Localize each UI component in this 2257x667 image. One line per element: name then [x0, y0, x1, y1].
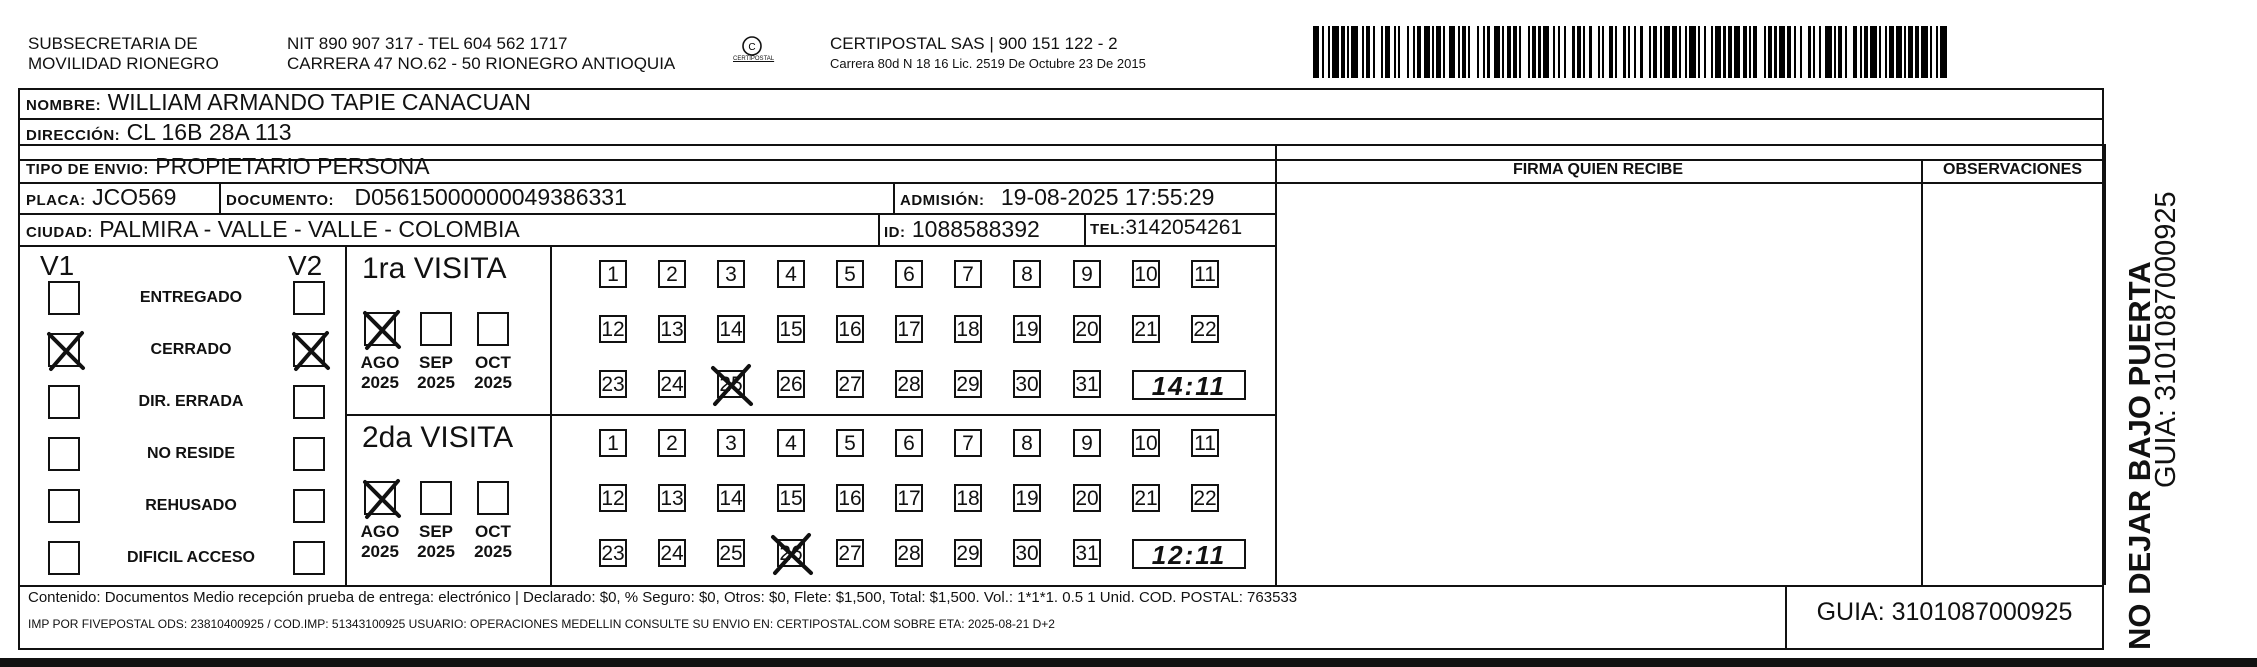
- nit-line: NIT 890 907 317 - TEL 604 562 1717: [287, 34, 568, 53]
- day-number: 20: [1075, 318, 1099, 341]
- courier-line-2: Carrera 80d N 18 16 Lic. 2519 De Octubre 23 De 2015: [830, 56, 1146, 71]
- documento-label: DOCUMENTO:: [226, 192, 335, 209]
- day-number: 19: [1015, 487, 1039, 510]
- day-number: 26: [779, 542, 803, 565]
- day-number: 15: [779, 487, 803, 510]
- day-number: 7: [962, 263, 974, 286]
- placa-value: JCO569: [92, 184, 177, 210]
- barcode: [1313, 26, 1948, 78]
- tipo-value: PROPIETARIO PERSONA: [155, 153, 430, 179]
- tipo-label: TIPO DE ENVIO:: [26, 161, 149, 178]
- day-box[interactable]: [1013, 484, 1041, 512]
- day-box[interactable]: [717, 429, 745, 457]
- day-box[interactable]: [836, 484, 864, 512]
- day-box[interactable]: [954, 539, 982, 567]
- day-number: 14: [719, 318, 743, 341]
- handwritten-time: 14:11: [1132, 370, 1246, 400]
- day-box[interactable]: [895, 484, 923, 512]
- day-box[interactable]: [1191, 484, 1219, 512]
- day-number: 27: [838, 373, 862, 396]
- month-checkbox[interactable]: [420, 481, 452, 515]
- day-number: 2: [666, 432, 678, 455]
- day-number: 23: [601, 542, 625, 565]
- day-number: 2: [666, 263, 678, 286]
- day-box[interactable]: [777, 315, 805, 343]
- day-box[interactable]: [717, 484, 745, 512]
- day-box[interactable]: [777, 484, 805, 512]
- id-row: [884, 216, 1040, 243]
- day-number: 4: [785, 432, 797, 455]
- day-number: 25: [719, 542, 743, 565]
- day-number: 22: [1193, 318, 1217, 341]
- day-box[interactable]: [1073, 484, 1101, 512]
- day-number: 8: [1021, 263, 1033, 286]
- month-name: AGO: [360, 522, 400, 541]
- day-number: 11: [1194, 263, 1216, 286]
- month-year: 2025: [361, 542, 399, 561]
- day-number: 21: [1134, 487, 1158, 510]
- footer-contenido: Contenido: Documentos Medio recepción prueba de entrega: electrónico | Declarado: $0, % Seguro: $0, Otros: $0, Flete: $1,500, Total: $1,500. Vol.: 1*1*1. 0.5 1 Unid. COD. POSTAL: 763533: [28, 589, 1298, 606]
- v1-checkbox[interactable]: [48, 333, 80, 367]
- svg-text:C: C: [748, 42, 756, 53]
- day-number: 8: [1021, 432, 1033, 455]
- v2-checkbox[interactable]: [293, 437, 325, 471]
- status-option-label: ENTREGADO: [139, 289, 243, 306]
- day-box[interactable]: [658, 539, 686, 567]
- placa-row: [26, 184, 176, 211]
- day-box[interactable]: [1073, 370, 1101, 398]
- day-box[interactable]: [599, 315, 627, 343]
- day-number: 10: [1134, 263, 1158, 286]
- day-number: 9: [1081, 432, 1093, 455]
- v2-checkbox[interactable]: [293, 489, 325, 523]
- footer-imp: IMP POR FIVEPOSTAL ODS: 23810400925 / COD.IMP: 51343100925 USUARIO: OPERACIONES MEDELLIN CONSULTE SU ENVIO EN: CERTIPOSTAL.COM SOBRE ETA: 2025-08-21 D+2: [28, 617, 1055, 631]
- month-name: AGO: [360, 353, 400, 372]
- day-box[interactable]: [1013, 260, 1041, 288]
- day-box[interactable]: [836, 315, 864, 343]
- status-option-label: DIFICIL ACCESO: [126, 549, 255, 566]
- status-option-label: CERRADO: [150, 341, 232, 358]
- day-number: 31: [1075, 542, 1099, 565]
- day-number: 12: [601, 487, 625, 510]
- signature-field[interactable]: [1277, 184, 1919, 583]
- day-box[interactable]: [1013, 370, 1041, 398]
- day-box[interactable]: [1191, 429, 1219, 457]
- admision-value: 19-08-2025 17:55:29: [1000, 184, 1215, 210]
- direccion-row: [26, 119, 292, 146]
- bottom-border: [0, 658, 2257, 667]
- day-number: 30: [1015, 373, 1039, 396]
- nombre-value: WILLIAM ARMANDO TAPIE CANACUAN: [107, 89, 532, 115]
- day-box[interactable]: [599, 370, 627, 398]
- day-box[interactable]: [1013, 429, 1041, 457]
- nombre-label: NOMBRE:: [26, 97, 102, 114]
- day-number: 28: [897, 542, 921, 565]
- day-number: 1: [607, 432, 619, 455]
- day-box[interactable]: [717, 315, 745, 343]
- month-name: SEP: [418, 353, 454, 372]
- x-mark-icon: [291, 330, 331, 372]
- admision-label: ADMISIÓN:: [900, 192, 985, 209]
- side-guia-text: GUIA: 3101087000925: [2150, 191, 2182, 488]
- month-checkbox[interactable]: [364, 312, 396, 346]
- day-number: 10: [1134, 432, 1158, 455]
- day-box[interactable]: [658, 484, 686, 512]
- ciudad-row: [26, 216, 520, 243]
- certipostal-logo: [733, 34, 775, 64]
- placa-label: PLACA:: [26, 192, 86, 209]
- day-number: 30: [1015, 542, 1039, 565]
- day-number: 22: [1193, 487, 1217, 510]
- month-name: SEP: [418, 522, 454, 541]
- month-year: 2025: [474, 542, 512, 561]
- ciudad-value: PALMIRA - VALLE - VALLE - COLOMBIA: [99, 216, 520, 242]
- month-name: OCT: [475, 522, 511, 541]
- day-box[interactable]: [954, 484, 982, 512]
- month-year: 2025: [417, 373, 455, 392]
- handwritten-time: 12:11: [1132, 539, 1246, 569]
- day-number: 9: [1081, 263, 1093, 286]
- tel-row: [1090, 216, 1242, 240]
- courier-line-1: CERTIPOSTAL SAS | 900 151 122 - 2: [830, 34, 1118, 53]
- day-number: 6: [903, 263, 915, 286]
- day-box[interactable]: [658, 370, 686, 398]
- day-box[interactable]: [954, 260, 982, 288]
- month-checkbox[interactable]: [477, 312, 509, 346]
- day-number: 20: [1075, 487, 1099, 510]
- day-number: 24: [660, 373, 684, 396]
- guia-box: GUIA: 3101087000925: [1816, 598, 2073, 626]
- day-number: 19: [1015, 318, 1039, 341]
- day-number: 17: [897, 318, 921, 341]
- day-box[interactable]: [1132, 429, 1160, 457]
- day-box[interactable]: [777, 429, 805, 457]
- v2-checkbox[interactable]: [293, 541, 325, 575]
- day-number: 18: [956, 487, 980, 510]
- day-box[interactable]: [895, 539, 923, 567]
- v1-checkbox[interactable]: [48, 281, 80, 315]
- day-box[interactable]: [1073, 429, 1101, 457]
- day-box[interactable]: [954, 429, 982, 457]
- day-box[interactable]: [599, 260, 627, 288]
- day-box[interactable]: [954, 370, 982, 398]
- month-checkbox[interactable]: [420, 312, 452, 346]
- nombre-row: [26, 89, 531, 116]
- day-box[interactable]: [895, 260, 923, 288]
- day-box[interactable]: [836, 370, 864, 398]
- day-box[interactable]: [895, 370, 923, 398]
- v1-checkbox[interactable]: [48, 541, 80, 575]
- day-box[interactable]: [836, 539, 864, 567]
- day-box[interactable]: [717, 260, 745, 288]
- day-box[interactable]: [1191, 260, 1219, 288]
- x-mark-icon: [362, 309, 402, 351]
- observaciones-field[interactable]: [1923, 184, 2102, 583]
- day-number: 11: [1194, 432, 1216, 455]
- day-number: 28: [897, 373, 921, 396]
- day-number: 29: [956, 542, 980, 565]
- day-number: 18: [956, 318, 980, 341]
- id-label: ID:: [884, 224, 906, 241]
- tel-label: TEL:: [1090, 221, 1126, 238]
- documento-value: D05615000000049386331: [354, 184, 627, 210]
- issuer-line-1: SUBSECRETARIA DE: [28, 34, 198, 53]
- observaciones-label: OBSERVACIONES: [1943, 161, 2082, 178]
- day-number: 5: [844, 263, 856, 286]
- month-checkbox[interactable]: [364, 481, 396, 515]
- v1-checkbox[interactable]: [48, 489, 80, 523]
- v1-checkbox[interactable]: [48, 437, 80, 471]
- day-box[interactable]: [836, 429, 864, 457]
- day-box[interactable]: [777, 260, 805, 288]
- status-option-label: REHUSADO: [145, 497, 237, 514]
- tel-value: 3142054261: [1125, 216, 1243, 239]
- issuer-line-2: MOVILIDAD RIONEGRO: [28, 54, 219, 73]
- direccion-label: DIRECCIÓN:: [26, 127, 121, 144]
- day-box[interactable]: [599, 429, 627, 457]
- x-mark-icon: [46, 330, 86, 372]
- day-box[interactable]: [1073, 539, 1101, 567]
- day-box[interactable]: [895, 429, 923, 457]
- day-box[interactable]: [777, 539, 805, 567]
- month-year: 2025: [361, 373, 399, 392]
- day-box[interactable]: [599, 484, 627, 512]
- day-number: 25: [719, 373, 743, 396]
- day-box[interactable]: [954, 315, 982, 343]
- visit-title: 1ra VISITA: [362, 252, 507, 285]
- v2-label: V2: [288, 250, 323, 281]
- v1-label: V1: [40, 250, 75, 281]
- day-box[interactable]: [658, 260, 686, 288]
- visit-title: 2da VISITA: [362, 421, 514, 454]
- day-number: 6: [903, 432, 915, 455]
- month-year: 2025: [474, 373, 512, 392]
- day-number: 24: [660, 542, 684, 565]
- day-box[interactable]: [1013, 539, 1041, 567]
- day-number: 5: [844, 432, 856, 455]
- day-number: 3: [725, 263, 737, 286]
- v1-checkbox[interactable]: [48, 385, 80, 419]
- day-box[interactable]: [1073, 315, 1101, 343]
- day-box[interactable]: [1132, 260, 1160, 288]
- day-box[interactable]: [717, 370, 745, 398]
- month-checkbox[interactable]: [477, 481, 509, 515]
- day-box[interactable]: [836, 260, 864, 288]
- day-number: 16: [838, 318, 862, 341]
- day-number: 3: [725, 432, 737, 455]
- id-value: 1088588392: [911, 216, 1040, 242]
- day-number: 13: [660, 318, 684, 341]
- x-mark-icon: [362, 478, 402, 520]
- tipo-row: [26, 153, 430, 180]
- v2-checkbox[interactable]: [293, 333, 325, 367]
- day-number: 29: [956, 373, 980, 396]
- day-number: 16: [838, 487, 862, 510]
- day-box[interactable]: [1073, 260, 1101, 288]
- day-box[interactable]: [1191, 315, 1219, 343]
- day-box[interactable]: [1132, 484, 1160, 512]
- day-box[interactable]: [777, 370, 805, 398]
- documento-row: [226, 184, 627, 211]
- admision-row: [900, 184, 1214, 211]
- day-number: 17: [897, 487, 921, 510]
- v2-checkbox[interactable]: [293, 385, 325, 419]
- v2-checkbox[interactable]: [293, 281, 325, 315]
- day-number: 7: [962, 432, 974, 455]
- no-dejar-text: NO DEJAR BAJO PUERTA: [2122, 261, 2157, 650]
- day-number: 13: [660, 487, 684, 510]
- logo-text: CERTIPOSTAL: [733, 56, 775, 62]
- direccion-value: CL 16B 28A 113: [126, 119, 292, 145]
- day-number: 4: [785, 263, 797, 286]
- day-number: 14: [719, 487, 743, 510]
- day-box[interactable]: [717, 539, 745, 567]
- firma-label: FIRMA QUIEN RECIBE: [1512, 161, 1684, 178]
- day-box[interactable]: [895, 315, 923, 343]
- day-number: 26: [779, 373, 803, 396]
- day-box[interactable]: [1132, 315, 1160, 343]
- status-option-label: DIR. ERRADA: [138, 393, 244, 410]
- ciudad-label: CIUDAD:: [26, 224, 93, 241]
- month-name: OCT: [475, 353, 511, 372]
- day-number: 1: [607, 263, 619, 286]
- day-number: 21: [1134, 318, 1158, 341]
- day-number: 12: [601, 318, 625, 341]
- address-line: CARRERA 47 NO.62 - 50 RIONEGRO ANTIOQUIA: [287, 54, 676, 73]
- day-number: 27: [838, 542, 862, 565]
- day-box[interactable]: [1013, 315, 1041, 343]
- day-box[interactable]: [658, 429, 686, 457]
- day-number: 23: [601, 373, 625, 396]
- day-number: 31: [1075, 373, 1099, 396]
- month-year: 2025: [417, 542, 455, 561]
- day-number: 15: [779, 318, 803, 341]
- day-box[interactable]: [599, 539, 627, 567]
- day-box[interactable]: [658, 315, 686, 343]
- status-option-label: NO RESIDE: [146, 445, 235, 462]
